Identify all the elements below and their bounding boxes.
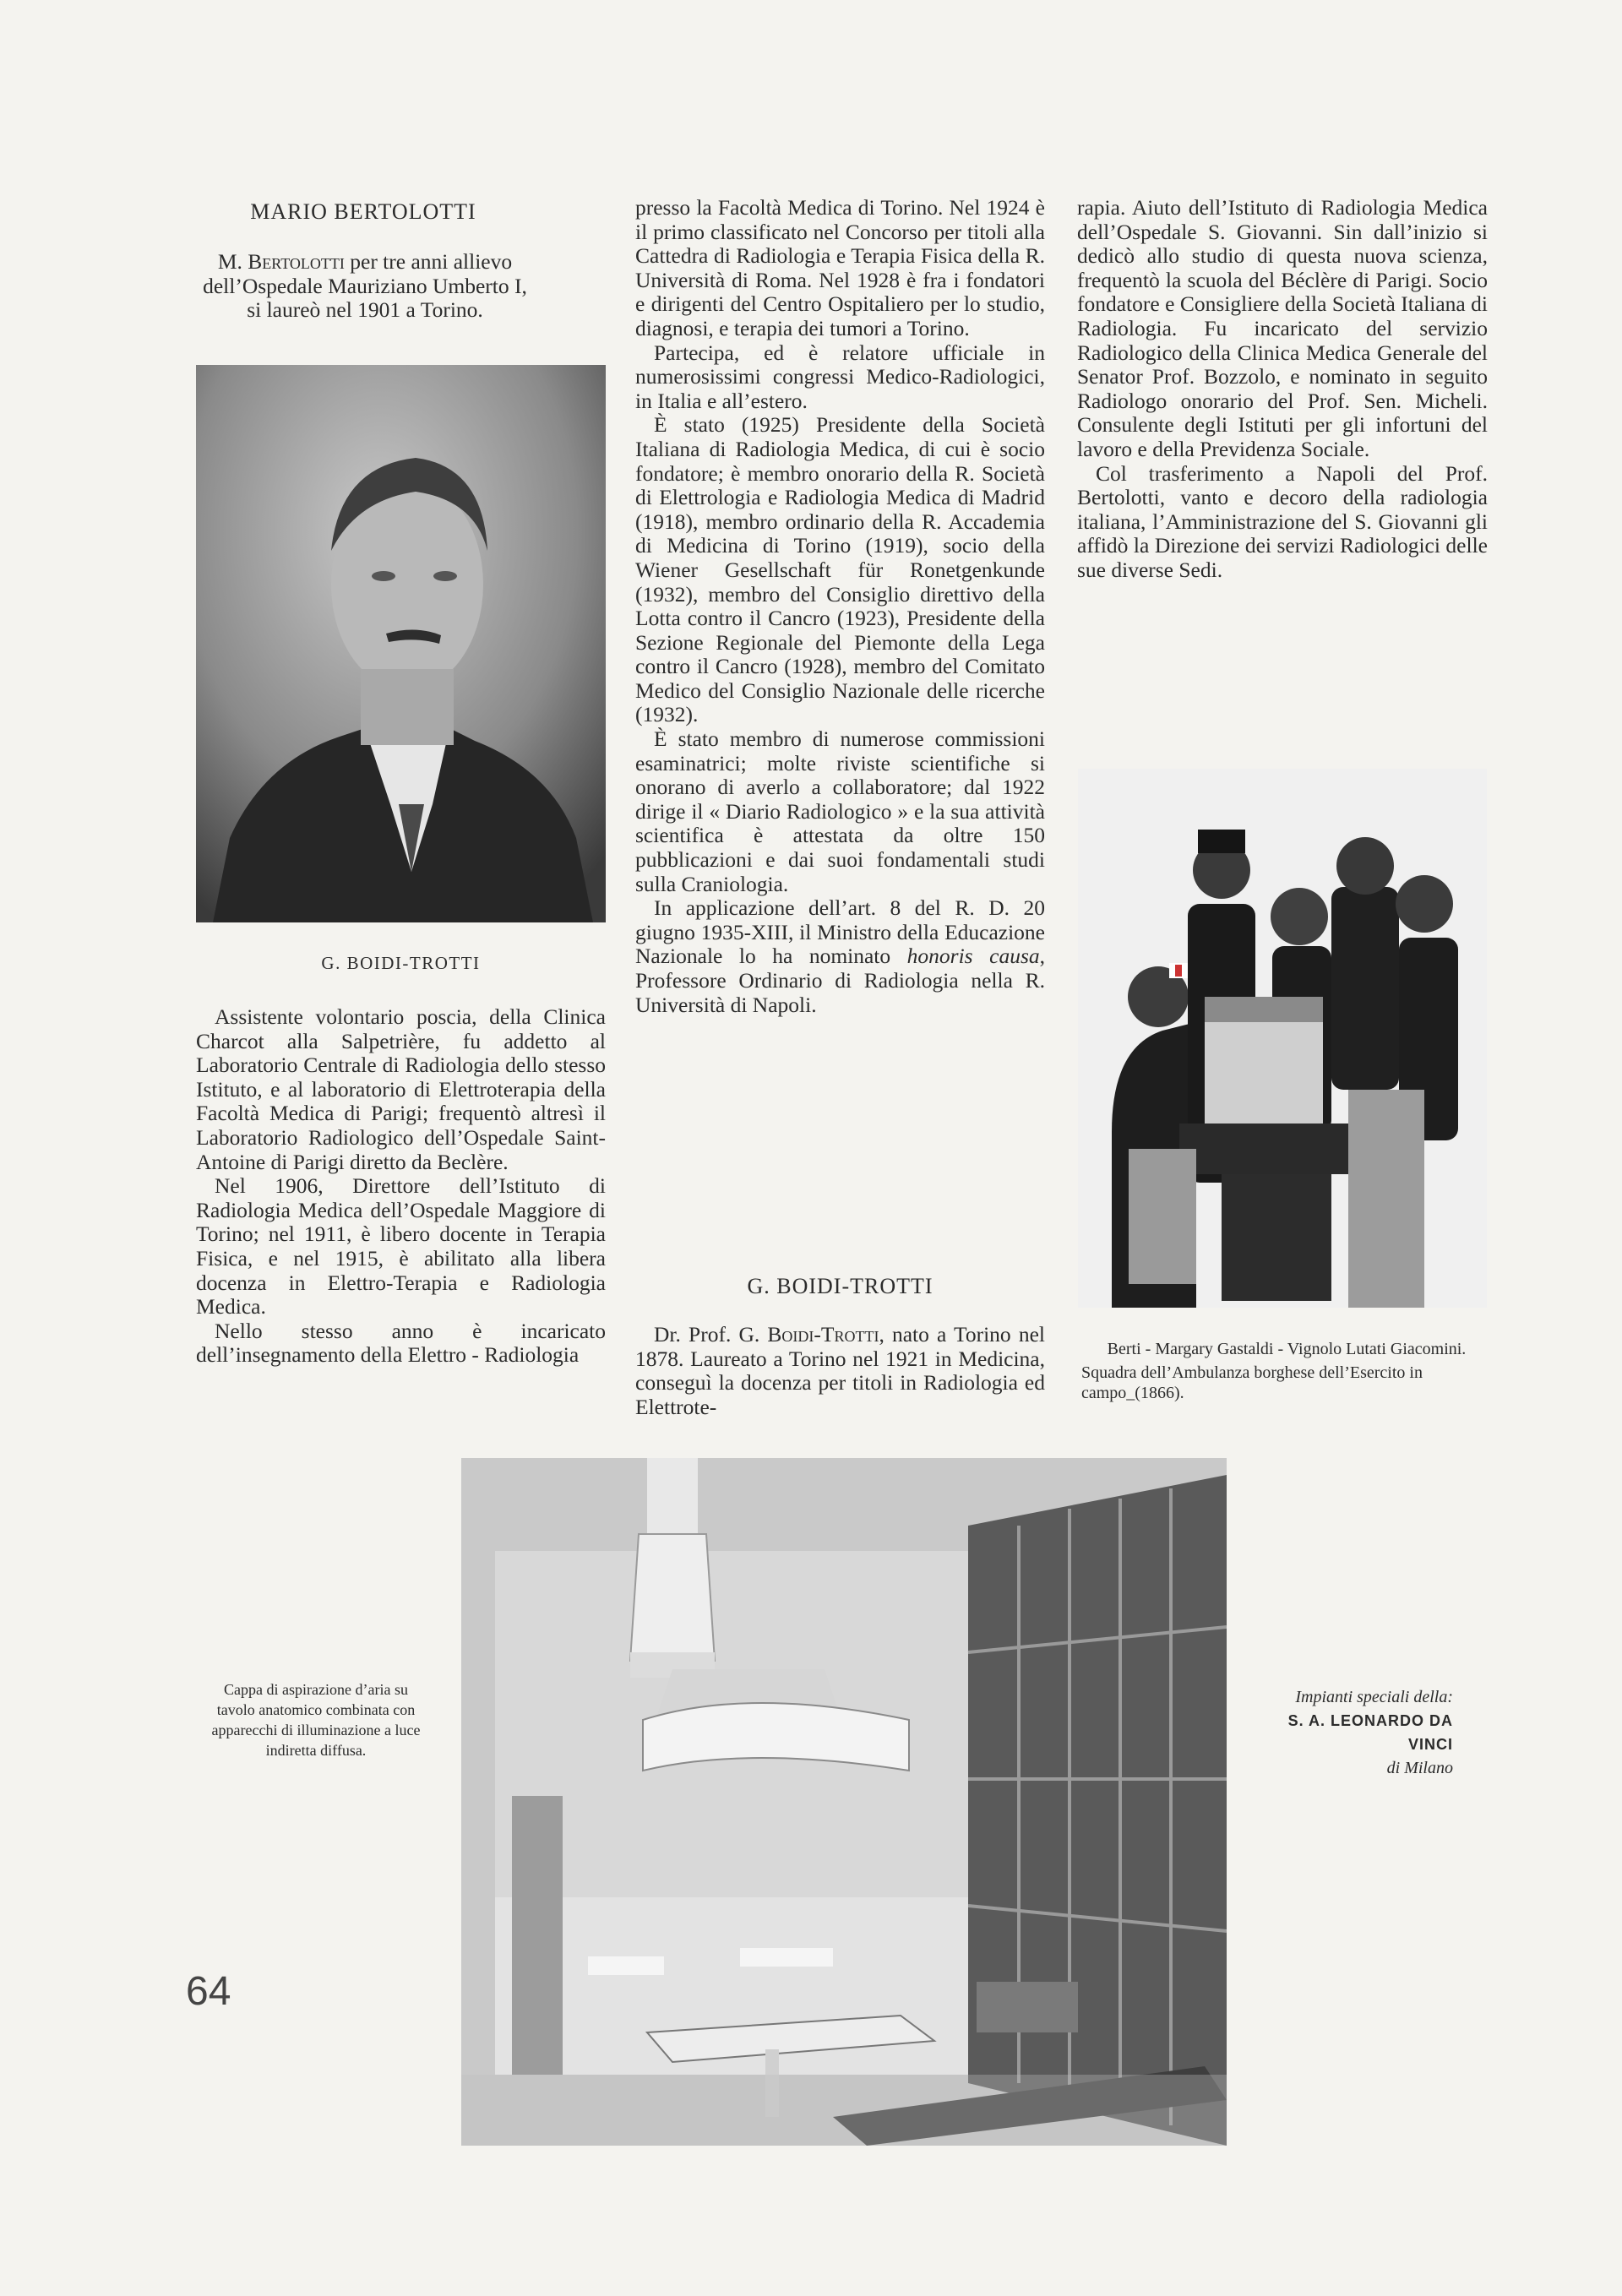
p6-name: Boidi-Trotti	[767, 1322, 879, 1347]
col1-paragraph-1: Assistente volontario poscia, della Clinica Charcot alla Salpetrière, fu addetto al Laboratorio Centrale di Radiologia dello stesso Istituto, e al laboratorio di Elettroterapia della Facoltà Medica di Parigi; frequentò altresì il Laboratorio Radiologico dell’Ospedale Saint-Antoine di Parigi diretto da Beclère.	[196, 1004, 606, 1174]
col2-paragraph-2: Partecipa, ed è relatore ufficiale in numerosissimi congressi Medico-Radiologici, in Italia e all’estero.	[635, 340, 1045, 413]
col1-paragraph-2: Nel 1906, Direttore dell’Istituto di Radiologia Medica dell’Ospedale Maggiore di Torino; nel 1911, è libero docente in Terapia Fisica, e nel 1915, è abilitato alla libera docenza in Elettro-Terapia e Radiologia Medica.	[196, 1173, 606, 1319]
col2-paragraph-1: presso la Facoltà Medica di Torino. Nel 1924 è il primo classificato nel Concorso per titoli alla Cattedra di Radiologia e Terapia Fisica della R. Università di Roma. Nel 1928 è fra i fondatori e dirigenti del Centro Ospitaliero per lo studio, diagnosi, e terapia dei tumori a Torino.	[635, 195, 1045, 340]
p5-start: In applicazione dell’art. 8 del R. D. 20 giugno 1935-XIII, il Ministro della Educazione Nazionale lo ha nominato	[635, 895, 1045, 969]
col2-paragraph-5	[635, 896, 1045, 1017]
group-caption-line-1: Berti - Margary Gastaldi - Vignolo Lutati Giacomini.	[1107, 1340, 1467, 1358]
intro-name: Bertolotti	[248, 249, 345, 274]
p5-italic: honoris causa	[906, 944, 1040, 969]
heading-bertolotti: MARIO BERTOLOTTI	[250, 199, 476, 224]
col2-paragraph-6	[635, 1323, 1045, 1419]
heading-boidi-trotti: G. BOIDI-TROTTI	[747, 1274, 933, 1298]
column-1-body	[196, 1005, 606, 1368]
portrait-photo	[196, 365, 606, 922]
bertolotti-intro	[196, 250, 534, 323]
intro-text: per tre anni allievo dell’Ospedale Mauriziano Umberto I, si laureò nel 1901 a Torino.	[203, 249, 527, 323]
page-number: 64	[186, 1969, 231, 2014]
group-photo-caption	[1081, 1339, 1492, 1403]
col2-paragraph-3: È stato (1925) Presidente della Società Italiana di Radiologia Medica, di cui è socio fondatore; è membro onorario della R. Società di Elettrologia e Radiologia Medica di Madrid (1918), membro ordinario della R. Accademia di Medicina di Torino (1919), socio della Wiener Gesellschaft für Ronetgenkunde (1932), membro del Consiglio direttivo della Lotta contro il Cancro (1923), Presidente della Sezione Regionale del Piemonte della Lega contro il Cancro (1928), membro del Comitato Medico del Consiglio Nazionale delle ricerche (1932).	[635, 412, 1045, 727]
group-caption-line-2: Squadra dell’Ambulanza borghese dell’Esercito in campo_(1866).	[1081, 1363, 1423, 1402]
autopsy-room-caption: Cappa di aspirazione d’aria su tavolo anatomico combinata con apparecchi di illuminazione a luce indiretta diffusa.	[211, 1681, 421, 1759]
column-3-body	[1077, 196, 1488, 583]
col3-paragraph-1: rapia. Aiuto dell’Istituto di Radiologia Medica dell’Ospedale S. Giovanni. Sin dall’inizio si dedicò allo studio di questa nuova scienza, frequentò la scuola del Béclère di Parigi. Socio fondatore e Consigliere della Società Italiana di Radiologia. Fu incaricato del servizio Radiologico della Clinica Medica Generale del Senator Prof. Bozzolo, e nominato in seguito Radiologo onorario del Prof. Sen. Micheli. Consulente degli Istituti per gli infortuni del lavoro e della Previdenza Sociale.	[1077, 195, 1488, 461]
col3-paragraph-2: Col trasferimento a Napoli del Prof. Bertolotti, vanto e decoro della radiologia italiana, l’Amministrazione del S. Giovanni gli affidò la Direzione dei servizi Radiologici delle sue diverse Sedi.	[1077, 460, 1488, 582]
p6-end: , nato a Torino nel 1878. Laureato a Torino nel 1921 in Medicina, conseguì la docenza per titoli in Radiologia ed Elettrote-	[635, 1322, 1045, 1419]
autopsy-room-photo	[461, 1458, 1227, 2146]
portrait-caption: G. BOIDI-TROTTI	[321, 953, 481, 973]
column-2-body	[635, 196, 1045, 1017]
p6-start: Dr. Prof. G.	[654, 1322, 768, 1347]
p6-text	[635, 1323, 1045, 1419]
col1-paragraph-3: Nello stesso anno è incaricato dell’insegnamento della Elettro - Radiologia	[196, 1318, 606, 1368]
ad-line-1: Impianti speciali della:	[1295, 1688, 1453, 1706]
group-photo	[1078, 769, 1487, 1308]
col2-paragraph-4: È stato membro di numerose commissioni esaminatrici; molte riviste scientifiche si onorano di averlo a collaboratore; dal 1922 dirige il « Diario Radiologico » e la sua attività scientifica è attestata da oltre 150 pubblicazioni e dai suoi fondamentali studi sulla Craniologia.	[635, 726, 1045, 896]
ad-credit	[1242, 1685, 1453, 1780]
p5-end: , Professore Ordinario di Radiologia nella R. Università di Napoli.	[635, 944, 1045, 1017]
intro-initial: M.	[217, 249, 248, 274]
ad-company: S. A. LEONARDO DA VINCI	[1287, 1712, 1453, 1753]
ad-line-3: di Milano	[1386, 1759, 1453, 1777]
